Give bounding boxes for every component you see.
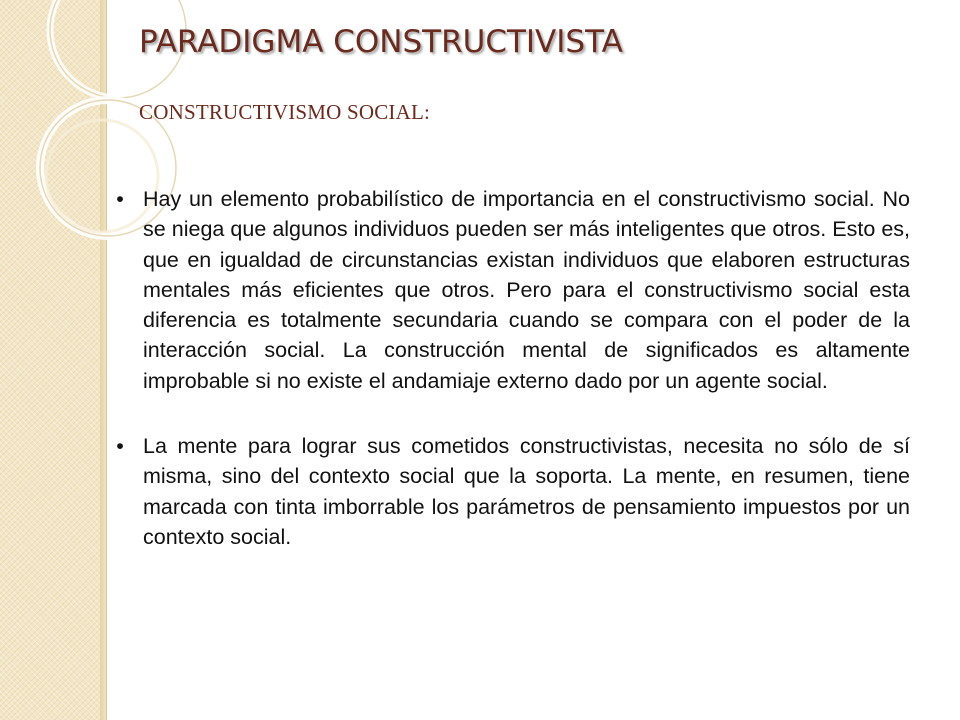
bullet-item [110, 431, 910, 552]
bullet-item [110, 184, 910, 396]
bullet-text: Hay un elemento probabilístico de importancia en el constructivismo social. No se niega que algunos individuos pueden ser más inteligentes que otros. Esto es, que en igualdad de circunstancias existan individuos que elaboren estructuras mentales más eficientes que otros. Pero para el constructivismo social esta diferencia es totalmente secundaria cuando se compara con el poder de la interacción social. La construcción mental de significados es altamente improbable si no existe el andamiaje externo dado por un agente social. [143, 187, 910, 393]
bullet-mark: • [116, 434, 124, 459]
bullet-text: La mente para lograr sus cometidos constructivistas, necesita no sólo de sí misma, sino del contexto social que la soporta. La mente, en resumen, tiene marcada con tinta imborrable los parámetros de pensamiento impuestos por un contexto social. [143, 434, 910, 549]
slide-title: PARADIGMA CONSTRUCTIVISTA [139, 24, 623, 60]
slide-subtitle: CONSTRUCTIVISMO SOCIAL: [139, 100, 431, 124]
bullet-list [110, 184, 910, 552]
bullet-mark: • [116, 187, 124, 211]
